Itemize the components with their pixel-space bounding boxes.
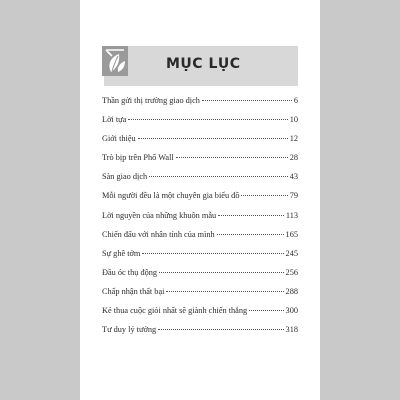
- toc-entry-title: Mỗi người đều là một chuyên gia biểu đồ: [102, 191, 240, 201]
- toc-entry-page-number: 256: [285, 267, 298, 277]
- toc-entry-page-number: 28: [289, 153, 298, 163]
- toc-entry-page-number: 43: [289, 172, 298, 182]
- dot-leader: [138, 138, 288, 139]
- toc-entry-title: Chấp nhận thất bại: [102, 286, 165, 296]
- toc-entry-title: Chiến đấu với nhân tính của mình: [102, 229, 215, 239]
- dot-leader: [241, 195, 287, 196]
- toc-entry-title: Tư duy lý tưởng: [102, 325, 157, 335]
- toc-entry-title: Kẻ thua cuộc giỏi nhất sẽ giành chiến thắng: [102, 306, 248, 316]
- toc-entry-title: Sự ghê tởm: [102, 248, 141, 258]
- dot-leader: [158, 329, 283, 330]
- toc-entry: [102, 287, 298, 306]
- page-title: MỤC LỤC: [166, 56, 241, 72]
- dot-leader: [166, 291, 283, 292]
- toc-entry: [102, 153, 298, 172]
- toc-entry: [102, 306, 298, 325]
- toc-entry-page-number: 165: [285, 229, 298, 239]
- toc-entry-page-number: 10: [289, 115, 298, 125]
- toc-entry: [102, 115, 298, 134]
- toc-entry: [102, 172, 298, 191]
- toc-entry-page-number: 113: [285, 210, 298, 220]
- dot-leader: [202, 100, 292, 101]
- toc-entry-title: Lời tựa: [102, 115, 127, 125]
- dot-leader: [142, 253, 283, 254]
- toc-entry: [102, 249, 298, 268]
- toc-entry: [102, 325, 298, 344]
- dot-leader: [159, 272, 283, 273]
- toc-entry-title: Thần gửi thị trường giao dịch: [102, 96, 200, 105]
- toc-entry-title: Giới thiệu: [102, 134, 136, 144]
- toc-entry-page-number: 300: [285, 306, 298, 316]
- table-of-contents: [102, 96, 298, 344]
- toc-entry-page-number: 318: [285, 325, 298, 335]
- toc-entry-title: Trò bịp trên Phố Wall: [102, 153, 174, 163]
- toc-entry: [102, 191, 298, 210]
- dot-leader: [128, 119, 287, 120]
- toc-entry-page-number: 288: [285, 286, 298, 296]
- leaf-emblem-icon: [102, 46, 128, 76]
- toc-entry-page-number: 245: [285, 248, 298, 258]
- dot-leader: [149, 176, 288, 177]
- toc-entry-title: Lời nguyền của những khuôn mẫu: [102, 210, 217, 220]
- dot-leader: [218, 215, 284, 216]
- toc-entry-page-number: 12: [289, 134, 298, 144]
- toc-entry-page-number: 6: [293, 96, 298, 105]
- toc-entry-title: Sàn giao dịch: [102, 172, 148, 182]
- dot-leader: [176, 157, 288, 158]
- toc-entry: [102, 134, 298, 153]
- toc-entry: [102, 211, 298, 230]
- toc-entry-title: Đầu óc thụ động: [102, 267, 158, 277]
- toc-entry: [102, 230, 298, 249]
- toc-entry: [102, 96, 298, 115]
- toc-entry: [102, 268, 298, 287]
- toc-entry-page-number: 79: [289, 191, 298, 201]
- dot-leader: [217, 234, 284, 235]
- dot-leader: [249, 310, 283, 311]
